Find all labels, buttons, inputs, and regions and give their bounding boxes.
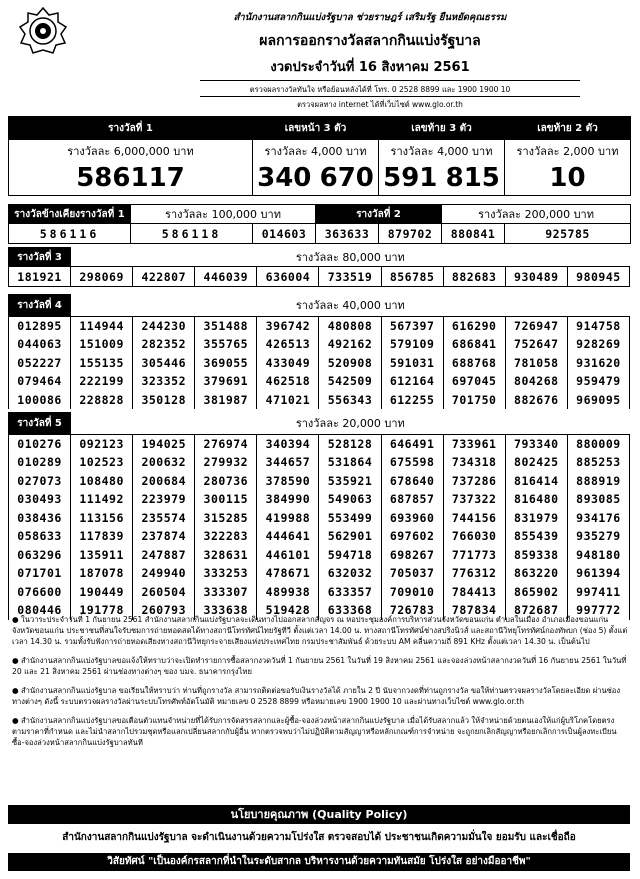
prize4-number: 052227: [9, 354, 71, 373]
prize5-number: 279932: [195, 453, 257, 472]
prize5-number: 934176: [567, 509, 629, 528]
prize5-number: 528128: [319, 435, 381, 454]
prize4-number: 244230: [133, 317, 195, 336]
prize5-number: 223979: [133, 490, 195, 509]
table-row: [9, 472, 630, 491]
prize4-label: รางวัลที่ 4: [9, 295, 71, 317]
prize4-number: 726947: [505, 317, 567, 336]
back2-amount: รางวัลละ 2,000 บาท: [505, 140, 631, 162]
quality-policy-heading: นโยบายคุณภาพ (Quality Policy): [8, 805, 630, 824]
prize5-number: 384990: [257, 490, 319, 509]
prize4-number: 931620: [567, 354, 629, 373]
prize2-number: 879702: [379, 224, 442, 244]
prize5-number: 831979: [505, 509, 567, 528]
table-row: [9, 527, 630, 546]
announcement: ● ในวาระประจำวันที่ 1 กันยายน 2561 สำนักงานสลากกินแบ่งรัฐบาลจะเดินทางไปออกสลากสัญจร ณ หอประชุมองค์การบริหารส่วนจังหวัดขอนแก่น ตำบลในเมือง อำเภอเมืองขอนแก่น จังหวัดขอนแก่น ประชาชนที่สนใจรับชมการถ่ายทอดสดได้ทางสถานีโทรทัศน์ไทยรัฐทีวี ตั้งแต่เวลา 14.00 น. ทางสถานีโทรทัศน์ช่างสปริงนิวส์ และสถานีวิทยุโทรทัศน์กองทัพบก (ช่อง 5) ตั้งแต่เวลา 14.30 น. รวมทั้งรับฟังการถ่ายทอดเสียงทางสถานีวิทยุกระจายเสียงแห่งประเทศไทย กรมประชาสัมพันธ์ ด้วยระบบ AM คลื่นความถี่ 891 KHz ตั้งแต่เวลา 14.30 น. เป็นต้นไป: [12, 615, 628, 646]
prize5-number: 734318: [443, 453, 505, 472]
prize5-number: 092123: [71, 435, 133, 454]
prize5-number: 633368: [319, 601, 381, 620]
prize4-number: 369055: [195, 354, 257, 373]
prize5-number: 961394: [567, 564, 629, 583]
prize5-number: 535921: [319, 472, 381, 491]
prize5-number: 237874: [133, 527, 195, 546]
prize2-number: 925785: [505, 224, 631, 244]
prize5-number: 010289: [9, 453, 71, 472]
prize5-number: 200684: [133, 472, 195, 491]
announcements: [12, 614, 628, 756]
prize5-number: 444641: [257, 527, 319, 546]
prize5-number: 893085: [567, 490, 629, 509]
prize5-number: 419988: [257, 509, 319, 528]
prize5-number: 247887: [133, 546, 195, 565]
front3-number: 340: [253, 162, 316, 196]
prize2-label: รางวัลที่ 2: [316, 205, 442, 224]
prize5-number: 315285: [195, 509, 257, 528]
prize5-number: 531864: [319, 453, 381, 472]
prize5-number: 333638: [195, 601, 257, 620]
prize3-number: 181921: [9, 267, 71, 287]
back2-label: เลขท้าย 2 ตัว: [505, 117, 631, 140]
prize5-number: 935279: [567, 527, 629, 546]
prize3-number: 446039: [195, 267, 257, 287]
front3-number: 670: [316, 162, 379, 196]
prize5-number: 190449: [71, 583, 133, 602]
prize4-number: 228828: [71, 391, 133, 410]
prize4-number: 688768: [443, 354, 505, 373]
prize5-number: 733961: [443, 435, 505, 454]
table-row: [9, 335, 630, 354]
prize5-number: 693960: [381, 509, 443, 528]
prize5-number: 080446: [9, 601, 71, 620]
prize3-number: 422807: [133, 267, 195, 287]
prize5-label: รางวัลที่ 5: [9, 413, 71, 435]
prize4-number: 612164: [381, 372, 443, 391]
prize4-number: 616290: [443, 317, 505, 336]
prize5-number: 880009: [567, 435, 629, 454]
prize5-number: 855439: [505, 527, 567, 546]
front3-label: เลขหน้า 3 ตัว: [253, 117, 379, 140]
prize4-number: 701750: [443, 391, 505, 410]
prize4-number: 355765: [195, 335, 257, 354]
prize4-number: 542509: [319, 372, 381, 391]
announcement: ● สำนักงานสลากกินแบ่งรัฐบาล ขอเรียนให้ทราบว่า ท่านที่ถูกรางวัล สามารถติดต่อขอรับเงินรางวัลได้ ภายใน 2 ปี นับจากวงดที่ท่านถูกรางวัล ขอให้ท่านตรวจผลรางวัลโดยละเอียด ผ่านช่องทางต่างๆ ดังนี้ ระบบตรวจผลรางวัลผ่านระบบโทรศัพท์อัตโนมัติ หมายเลข 0 2528 8899 หรือหมายเลข 1900 1900 10 และผ่านทางเว็บไซต์ www.glo.or.th: [12, 686, 621, 706]
prize5-number: 322283: [195, 527, 257, 546]
prize5-number: 771773: [443, 546, 505, 565]
prize4-amount: รางวัลละ 40,000 บาท: [71, 295, 630, 317]
prize5-number: 997411: [567, 583, 629, 602]
prize4-number: 612255: [381, 391, 443, 410]
near1-label: รางวัลข้างเคียงรางวัลที่ 1: [9, 205, 131, 224]
prize5-number: 562901: [319, 527, 381, 546]
prize5-number: 058633: [9, 527, 71, 546]
prize4-number: 914758: [567, 317, 629, 336]
prize4-number: 928269: [567, 335, 629, 354]
glo-emblem-icon: [18, 6, 68, 56]
prize5-number: 553499: [319, 509, 381, 528]
prize4-number: 697045: [443, 372, 505, 391]
prize4-number: 305446: [133, 354, 195, 373]
prize5-number: 446101: [257, 546, 319, 565]
prize5-number: 859338: [505, 546, 567, 565]
prize5-number: 776312: [443, 564, 505, 583]
top-prizes-table: [8, 116, 631, 196]
table-row: [9, 391, 630, 410]
prize5-number: 194025: [133, 435, 195, 454]
table-row: [9, 564, 630, 583]
prize3-amount: รางวัลละ 80,000 บาท: [71, 248, 630, 267]
prize4-number: 567397: [381, 317, 443, 336]
prize5-number: 816414: [505, 472, 567, 491]
prize4-number: 379691: [195, 372, 257, 391]
prize5-number: 117839: [71, 527, 133, 546]
prize5-number: 709010: [381, 583, 443, 602]
prize5-number: 705037: [381, 564, 443, 583]
back3-number: 591: [379, 162, 442, 196]
prize3-number: 980945: [567, 267, 629, 287]
prize5-number: 888919: [567, 472, 629, 491]
prize4-number: 396742: [257, 317, 319, 336]
prize4-number: 351488: [195, 317, 257, 336]
prize5-number: 135911: [71, 546, 133, 565]
table-row: [9, 583, 630, 602]
prize5-number: 260793: [133, 601, 195, 620]
prize5-number: 948180: [567, 546, 629, 565]
prize5-number: 102523: [71, 453, 133, 472]
prize4-number: 079464: [9, 372, 71, 391]
quality-policy-text: สำนักงานสลากกินแบ่งรัฐบาล จะดำเนินงานด้วยความโปร่งใส ตรวจสอบได้ ประชาชนเกิดความมั่นใจ ยอมรับ และเชื่อถือ: [62, 832, 576, 843]
near1-prize2-table: [8, 204, 631, 244]
prize4-number: 282352: [133, 335, 195, 354]
prize4-number: 591031: [381, 354, 443, 373]
prize5-number: 697602: [381, 527, 443, 546]
prize5-number: 632032: [319, 564, 381, 583]
prize5-table: [8, 412, 630, 620]
prize4-number: 044063: [9, 335, 71, 354]
table-row: [9, 509, 630, 528]
prize4-number: 804268: [505, 372, 567, 391]
back3-amount: รางวัลละ 4,000 บาท: [379, 140, 505, 162]
prize5-number: 549063: [319, 490, 381, 509]
prize4-number: 350128: [133, 391, 195, 410]
prize5-number: 333307: [195, 583, 257, 602]
near1-number: 586118: [131, 224, 253, 244]
prize4-number: 969095: [567, 391, 629, 410]
prize5-number: 678640: [381, 472, 443, 491]
table-row: [9, 546, 630, 565]
prize5-number: 519428: [257, 601, 319, 620]
prize5-number: 260504: [133, 583, 195, 602]
prize4-table: [8, 294, 630, 409]
front3-amount: รางวัลละ 4,000 บาท: [253, 140, 379, 162]
prize3-number: 733519: [319, 267, 381, 287]
prize4-number: 492162: [319, 335, 381, 354]
prize5-number: 344657: [257, 453, 319, 472]
prize5-number: 191778: [71, 601, 133, 620]
check-web-note: ตรวจผลทาง internet ได้ที่เว็บไซต์ www.glo.or.th: [297, 100, 463, 109]
prize5-number: 793340: [505, 435, 567, 454]
prize4-number: 323352: [133, 372, 195, 391]
prize5-number: 113156: [71, 509, 133, 528]
prize5-number: 235574: [133, 509, 195, 528]
prize5-number: 766030: [443, 527, 505, 546]
table-row: [9, 490, 630, 509]
prize5-number: 802425: [505, 453, 567, 472]
prize5-number: 300115: [195, 490, 257, 509]
prize1-amount: รางวัลละ 6,000,000 บาท: [9, 140, 253, 162]
header: [0, 0, 640, 112]
prize5-number: 030493: [9, 490, 71, 509]
prize1-label: รางวัลที่ 1: [9, 117, 253, 140]
prize4-number: 882676: [505, 391, 567, 410]
prize4-number: 752647: [505, 335, 567, 354]
prize4-number: 480808: [319, 317, 381, 336]
prize2-number: 880841: [442, 224, 505, 244]
prize5-number: 276974: [195, 435, 257, 454]
prize4-number: 781058: [505, 354, 567, 373]
prize5-amount: รางวัลละ 20,000 บาท: [71, 413, 630, 435]
prize2-amount: รางวัลละ 200,000 บาท: [442, 205, 631, 224]
vision-statement: วิสัยทัศน์ "เป็นองค์กรสลากที่นำในระดับสากล บริหารงานด้วยความทันสมัย โปร่งใส อย่างมืออาชีพ": [8, 853, 630, 871]
prize4-number: 959479: [567, 372, 629, 391]
prize3-number: 298069: [71, 267, 133, 287]
prize4-number: 462518: [257, 372, 319, 391]
prize5-number: 863220: [505, 564, 567, 583]
prize5-number: 378590: [257, 472, 319, 491]
prize3-number: 930489: [505, 267, 567, 287]
prize4-number: 222199: [71, 372, 133, 391]
back2-number: 10: [505, 162, 631, 196]
prize5-number: 063296: [9, 546, 71, 565]
prize1-number: 586117: [9, 162, 253, 196]
prize3-number: 856785: [381, 267, 443, 287]
table-row: [9, 453, 630, 472]
prize5-number: 872687: [505, 601, 567, 620]
prize4-number: 556343: [319, 391, 381, 410]
prize5-number: 787834: [443, 601, 505, 620]
back3-label: เลขท้าย 3 ตัว: [379, 117, 505, 140]
prize4-number: 151009: [71, 335, 133, 354]
announcement: ● สำนักงานสลากกินแบ่งรัฐบาลขอแจ้งให้ทราบว่าจะเปิดทำรายการซื้อสลากงวดวันที่ 1 กันยายน 2561 ในวันที่ 19 สิงหาคม 2561 และจองล่วงหน้าสลากงวดวันที่ 16 กันยายน 2561 ในวันที่ 20 และ 21 สิงหาคม 2561 ผ่านช่องทางต่างๆ ของ บมจ. ธนาคารกรุงไทย: [12, 656, 627, 676]
org-slogan: สำนักงานสลากกินแบ่งรัฐบาล ช่วยราษฎร์ เสริมรัฐ ยืนหยัดคุณธรรม: [233, 12, 507, 23]
prize5-number: 646491: [381, 435, 443, 454]
back3-number: 815: [442, 162, 505, 196]
prize4-number: 155135: [71, 354, 133, 373]
prize5-number: 687857: [381, 490, 443, 509]
prize5-number: 489938: [257, 583, 319, 602]
prize3-number: 882683: [443, 267, 505, 287]
near1-number: 586116: [9, 224, 131, 244]
prize5-number: 071701: [9, 564, 71, 583]
prize2-number: 363633: [316, 224, 379, 244]
prize5-number: 865902: [505, 583, 567, 602]
prize5-number: 280736: [195, 472, 257, 491]
prize5-number: 038436: [9, 509, 71, 528]
prize5-number: 997772: [567, 601, 629, 620]
prize5-number: 594718: [319, 546, 381, 565]
announcement: ● สำนักงานสลากกินแบ่งรัฐบาลขอเตือนตัวแทนจำหน่ายที่ได้รับการจัดสรรสลากและผู้ซื้อ-จองล่วงหน้าสลากกินแบ่งรัฐบาล เมื่อได้รับสลากแล้ว ให้จำหน่ายด้วยตนเองให้แก่ผู้บริโภคโดยตรงตามราคาที่กำหนด และไม่นำสลากไปรวมชุดหรือแลกเปลี่ยนสลากกับผู้อื่น หากตรวจพบว่าไม่ปฏิบัติตามสัญญาหรือหลักเกณฑ์การจำหน่าย จะถูกยกเลิกสัญญาหรือยกเลิกการเป็นผู้ลงทะเบียนซื้อ-จองล่วงหน้าสลากกินแบ่งรัฐบาลทันที: [12, 716, 617, 747]
prize4-number: 520908: [319, 354, 381, 373]
prize5-number: 340394: [257, 435, 319, 454]
prize5-number: 249940: [133, 564, 195, 583]
prize4-number: 381987: [195, 391, 257, 410]
prize5-number: 076600: [9, 583, 71, 602]
prize4-number: 433049: [257, 354, 319, 373]
page-title: ผลการออกรางวัลสลากกินแบ่งรัฐบาล: [259, 33, 481, 49]
prize5-number: 010276: [9, 435, 71, 454]
prize4-number: 012895: [9, 317, 71, 336]
prize5-number: 633357: [319, 583, 381, 602]
prize5-number: 328631: [195, 546, 257, 565]
check-phone-note: ตรวจผลรางวัลทันใจ หรือย้อนหลังได้ที่ โทร. 0 2528 8899 และ 1900 1900 10: [249, 85, 511, 94]
prize5-number: 816480: [505, 490, 567, 509]
prize2-number: 014603: [253, 224, 316, 244]
prize5-number: 478671: [257, 564, 319, 583]
prize5-number: 108480: [71, 472, 133, 491]
prize5-number: 333253: [195, 564, 257, 583]
table-row: [9, 372, 630, 391]
prize5-number: 784413: [443, 583, 505, 602]
table-row: [9, 354, 630, 373]
prize4-number: 114944: [71, 317, 133, 336]
prize4-number: 100086: [9, 391, 71, 410]
table-row: [9, 435, 630, 454]
prize5-number: 737322: [443, 490, 505, 509]
prize4-number: 686841: [443, 335, 505, 354]
prize5-number: 885253: [567, 453, 629, 472]
table-row: [9, 317, 630, 336]
prize3-label: รางวัลที่ 3: [9, 248, 71, 267]
prize3-table: [8, 247, 630, 287]
prize5-number: 698267: [381, 546, 443, 565]
prize5-number: 737286: [443, 472, 505, 491]
prize5-number: 200632: [133, 453, 195, 472]
divider: [200, 96, 580, 97]
prize5-number: 744156: [443, 509, 505, 528]
draw-date: งวดประจำวันที่ 16 สิงหาคม 2561: [270, 60, 470, 75]
prize5-number: 675598: [381, 453, 443, 472]
prize5-number: 111492: [71, 490, 133, 509]
prize5-number: 726783: [381, 601, 443, 620]
prize3-number: 636004: [257, 267, 319, 287]
prize5-number: 027073: [9, 472, 71, 491]
divider: [200, 80, 580, 81]
prize4-number: 471021: [257, 391, 319, 410]
prize4-number: 426513: [257, 335, 319, 354]
prize4-number: 579109: [381, 335, 443, 354]
near1-amount: รางวัลละ 100,000 บาท: [131, 205, 316, 224]
prize5-number: 187078: [71, 564, 133, 583]
